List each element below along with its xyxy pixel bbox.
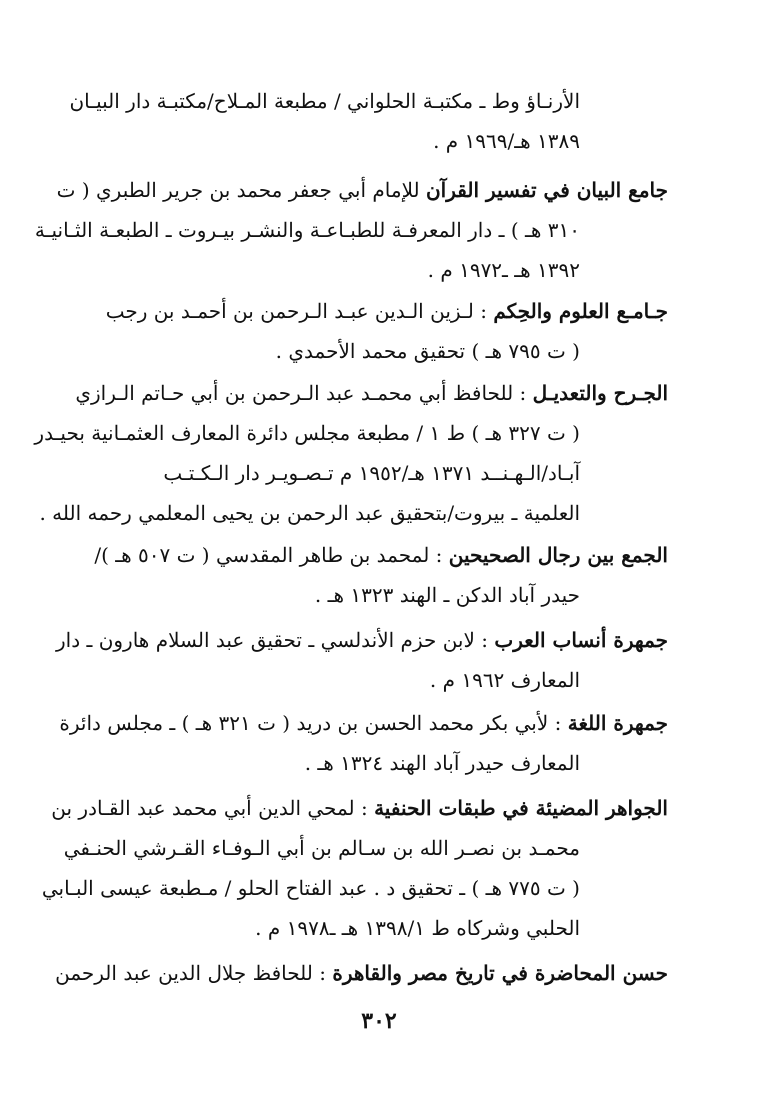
entry-first-line	[55, 960, 668, 986]
entry-line: آبـاد/الـهـنــد ١٣٧١ هـ/١٩٥٢ م تـصـويـر دار الـكـتـب	[163, 461, 580, 485]
entry-first-line	[57, 177, 668, 203]
entry-line: حيدر آباد الدكن ـ الهند ١٣٢٣ هـ .	[314, 583, 580, 607]
entry-line: الحلبي وشركاه ط ١٣٩٨/١ هـ ـ١٩٧٨ م .	[255, 916, 580, 940]
entry-heading: جـامـع العلوم والحِكم	[493, 299, 668, 323]
entry-line: العلمية ـ بيروت/بتحقيق عبد الرحمن بن يحيى المعلمي رحمه الله .	[39, 501, 580, 525]
entry-line: ١٣٨٩ هـ/١٩٦٩ م .	[433, 129, 580, 153]
entry-heading: الجـرح والتعديـل	[532, 381, 668, 405]
entry-first-line	[59, 710, 668, 736]
entry-text: : لمحمد بن طاهر المقدسي ( ت ٥٠٧ هـ )/	[94, 543, 449, 567]
entry-heading: الجواهر المضيئة في طبقات الحنفية	[374, 796, 668, 820]
entry-heading: جمهرة اللغة	[567, 711, 668, 735]
entry-text: للإمام أبي جعفر محمد بن جرير الطبري ( ت	[56, 178, 426, 202]
entry-text: : للحافظ أبي محمـد عبد الـرحمن بن أبي حـاتم الـرازي	[75, 381, 533, 405]
entry-line: ٣١٠ هـ ) ـ دار المعرفـة للطبـاعـة والنشـر بيـروت ـ الطبعـة الثـانيـة	[34, 218, 580, 242]
entry-first-line	[75, 380, 668, 406]
entry-first-line	[94, 542, 668, 568]
entry-heading: جامع البيان في تفسير القرآن	[425, 178, 668, 202]
entry-text: : لأبي بكر محمد الحسن بن دريد ( ت ٣٢١ هـ ) ـ مجلس دائرة	[59, 711, 568, 735]
entry-line: ( ت ٧٩٥ هـ ) تحقيق محمد الأحمدي .	[275, 339, 580, 363]
entry-text: : لمحي الدين أبي محمد عبد القـادر بن	[51, 796, 375, 820]
entry-line: ( ت ٣٢٧ هـ ) ط ١ / مطبعة مجلس دائرة المعارف العثمـانية بحيـدر	[34, 421, 580, 445]
entry-text: : للحافظ جلال الدين عبد الرحمن	[55, 961, 333, 985]
entry-line: محمـد بن نصـر الله بن سـالم بن أبي الـوفـاء القـرشي الحنـفي	[63, 836, 580, 860]
entry-line: الأرنـاؤ وط ـ مكتبـة الحلواني / مطبعة المـلاح/مكتبـة دار البيـان	[69, 89, 580, 113]
entry-text: : لابن حزم الأندلسي ـ تحقيق عبد السلام هارون ـ دار	[56, 628, 495, 652]
entry-first-line	[106, 298, 668, 324]
entry-heading: جمهرة أنساب العرب	[494, 628, 668, 652]
entry-first-line	[51, 795, 668, 821]
entry-text: : لـزين الـدين عبـد الـرحمن بن أحمـد بن رجب	[105, 299, 494, 323]
page-number: ٣٠٢	[361, 1008, 397, 1034]
entry-heading: الجمع بين رجال الصحيحين	[448, 543, 668, 567]
entry-line: ١٣٩٢ هـ ـ١٩٧٢ م .	[427, 258, 580, 282]
entry-line: المعارف حيدر آباد الهند ١٣٢٤ هـ .	[304, 751, 580, 775]
entry-line: المعارف ١٩٦٢ م .	[429, 668, 580, 692]
entry-line: ( ت ٧٧٥ هـ ) ـ تحقيق د . عبد الفتاح الحلو / مـطبعة عيسى البـابي	[41, 876, 580, 900]
entry-heading: حسن المحاضرة في تاريخ مصر والقاهرة	[332, 961, 668, 985]
entry-first-line	[56, 627, 668, 653]
